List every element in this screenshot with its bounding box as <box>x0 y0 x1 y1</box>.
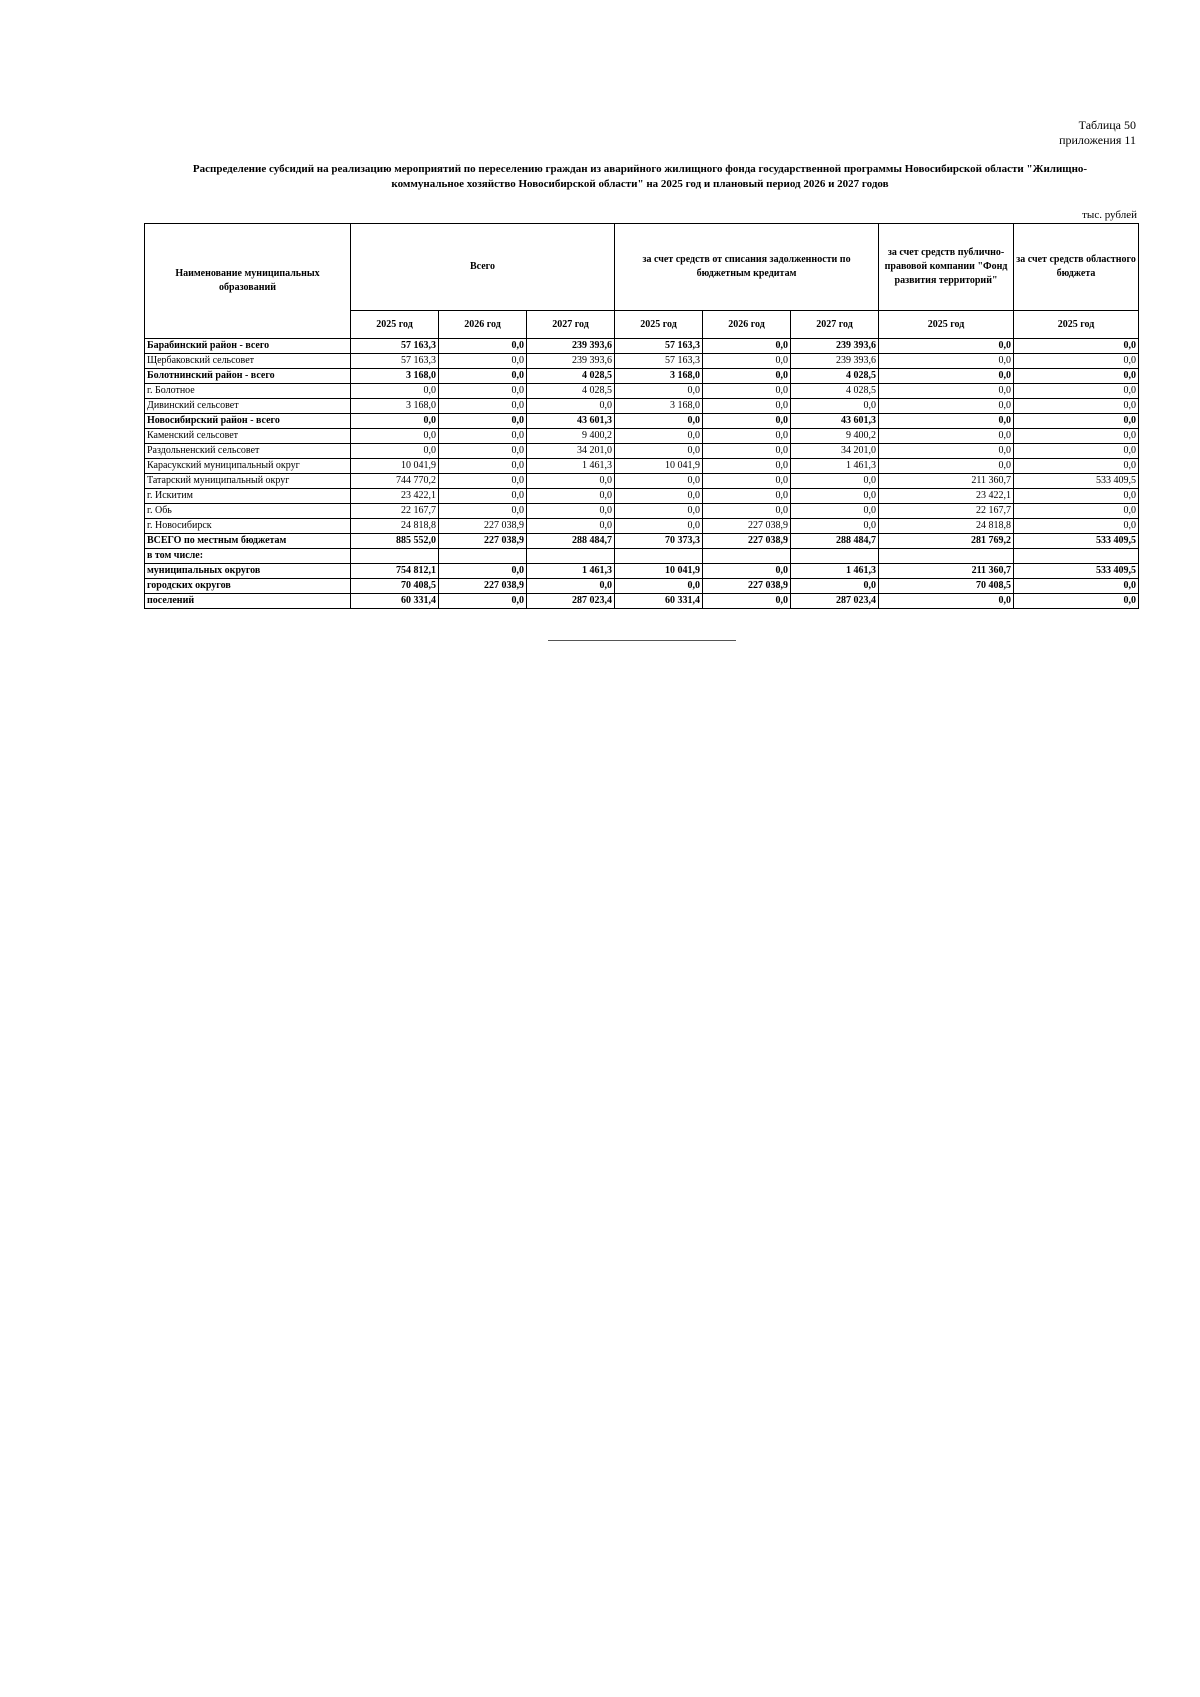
row-name-cell: Болотнинский район - всего <box>145 369 351 384</box>
value-cell: 287 023,4 <box>527 594 615 609</box>
value-cell: 0,0 <box>703 399 791 414</box>
value-cell: 885 552,0 <box>351 534 439 549</box>
header-year: 2026 год <box>703 311 791 339</box>
value-cell: 0,0 <box>1014 354 1139 369</box>
units-label: тыс. рублей <box>1082 209 1137 221</box>
value-cell: 239 393,6 <box>791 339 879 354</box>
value-cell: 57 163,3 <box>351 339 439 354</box>
value-cell: 1 461,3 <box>791 459 879 474</box>
value-cell: 0,0 <box>703 474 791 489</box>
table-row <box>145 429 1139 444</box>
value-cell: 4 028,5 <box>527 384 615 399</box>
end-divider <box>548 640 736 641</box>
value-cell: 70 408,5 <box>879 579 1014 594</box>
value-cell: 0,0 <box>1014 594 1139 609</box>
value-cell: 0,0 <box>527 519 615 534</box>
value-cell: 4 028,5 <box>791 384 879 399</box>
value-cell: 281 769,2 <box>879 534 1014 549</box>
value-cell: 22 167,7 <box>351 504 439 519</box>
value-cell: 0,0 <box>1014 579 1139 594</box>
value-cell <box>1014 549 1139 564</box>
row-name-cell: г. Обь <box>145 504 351 519</box>
value-cell: 0,0 <box>615 504 703 519</box>
value-cell: 0,0 <box>879 414 1014 429</box>
row-name-cell: Новосибирский район - всего <box>145 414 351 429</box>
value-cell: 57 163,3 <box>615 354 703 369</box>
title-line-1: Распределение субсидий на реализацию мероприятий по переселению граждан из аварийного жилищного фонда государственной программы Новосибирской области "Жилищно- <box>192 163 1088 175</box>
value-cell: 0,0 <box>1014 489 1139 504</box>
value-cell <box>527 549 615 564</box>
value-cell: 0,0 <box>879 339 1014 354</box>
value-cell: 0,0 <box>703 504 791 519</box>
value-cell: 9 400,2 <box>527 429 615 444</box>
table-row <box>145 384 1139 399</box>
value-cell: 0,0 <box>703 459 791 474</box>
table-row <box>145 504 1139 519</box>
value-cell: 0,0 <box>439 414 527 429</box>
table-row <box>145 444 1139 459</box>
value-cell: 3 168,0 <box>351 399 439 414</box>
value-cell: 0,0 <box>439 594 527 609</box>
value-cell: 0,0 <box>703 339 791 354</box>
value-cell: 0,0 <box>1014 504 1139 519</box>
value-cell: 0,0 <box>439 399 527 414</box>
value-cell: 0,0 <box>879 444 1014 459</box>
value-cell: 0,0 <box>439 564 527 579</box>
value-cell: 533 409,5 <box>1014 534 1139 549</box>
table-row <box>145 579 1139 594</box>
table-body <box>145 339 1139 609</box>
header-debt-group: за счет средств от списания задолженности по бюджетным кредитам <box>615 224 879 311</box>
value-cell: 227 038,9 <box>439 579 527 594</box>
value-cell: 3 168,0 <box>351 369 439 384</box>
value-cell: 0,0 <box>791 504 879 519</box>
row-name-cell: г. Болотное <box>145 384 351 399</box>
value-cell <box>703 549 791 564</box>
value-cell: 0,0 <box>439 369 527 384</box>
value-cell: 0,0 <box>1014 399 1139 414</box>
value-cell: 0,0 <box>879 429 1014 444</box>
value-cell: 533 409,5 <box>1014 564 1139 579</box>
row-name-cell: муниципальных округов <box>145 564 351 579</box>
header-name-column: Наименование муниципальных образований <box>145 224 351 339</box>
value-cell: 0,0 <box>791 579 879 594</box>
value-cell: 43 601,3 <box>527 414 615 429</box>
value-cell: 0,0 <box>879 354 1014 369</box>
value-cell: 3 168,0 <box>615 399 703 414</box>
value-cell: 0,0 <box>439 354 527 369</box>
header-year: 2027 год <box>791 311 879 339</box>
value-cell: 0,0 <box>615 429 703 444</box>
table-row <box>145 564 1139 579</box>
value-cell: 24 818,8 <box>879 519 1014 534</box>
value-cell: 0,0 <box>351 384 439 399</box>
table-row <box>145 489 1139 504</box>
value-cell: 239 393,6 <box>527 354 615 369</box>
row-name-cell: в том числе: <box>145 549 351 564</box>
value-cell: 0,0 <box>703 489 791 504</box>
value-cell: 0,0 <box>351 444 439 459</box>
value-cell: 22 167,7 <box>879 504 1014 519</box>
value-cell: 0,0 <box>439 444 527 459</box>
value-cell: 10 041,9 <box>615 564 703 579</box>
row-name-cell: ВСЕГО по местным бюджетам <box>145 534 351 549</box>
value-cell: 0,0 <box>615 519 703 534</box>
value-cell: 0,0 <box>703 414 791 429</box>
table-row <box>145 459 1139 474</box>
value-cell: 0,0 <box>439 339 527 354</box>
value-cell: 0,0 <box>615 444 703 459</box>
row-name-cell: г. Новосибирск <box>145 519 351 534</box>
row-name-cell: Карасукский муниципальный округ <box>145 459 351 474</box>
value-cell: 0,0 <box>439 459 527 474</box>
row-name-cell: Барабинский район - всего <box>145 339 351 354</box>
table-caption <box>1059 118 1136 148</box>
value-cell: 754 812,1 <box>351 564 439 579</box>
value-cell: 24 818,8 <box>351 519 439 534</box>
value-cell: 0,0 <box>527 504 615 519</box>
value-cell: 70 373,3 <box>615 534 703 549</box>
header-year: 2027 год <box>527 311 615 339</box>
table-row <box>145 339 1139 354</box>
value-cell: 0,0 <box>879 459 1014 474</box>
value-cell: 0,0 <box>703 369 791 384</box>
value-cell: 0,0 <box>703 564 791 579</box>
appendix-reference: приложения 11 <box>1059 133 1136 147</box>
value-cell: 0,0 <box>351 429 439 444</box>
value-cell: 744 770,2 <box>351 474 439 489</box>
table-row <box>145 399 1139 414</box>
value-cell: 0,0 <box>439 489 527 504</box>
value-cell: 227 038,9 <box>703 519 791 534</box>
value-cell: 34 201,0 <box>791 444 879 459</box>
value-cell: 227 038,9 <box>439 519 527 534</box>
value-cell: 0,0 <box>703 429 791 444</box>
value-cell: 0,0 <box>615 579 703 594</box>
value-cell: 60 331,4 <box>615 594 703 609</box>
value-cell: 0,0 <box>1014 429 1139 444</box>
value-cell: 0,0 <box>703 354 791 369</box>
value-cell: 23 422,1 <box>351 489 439 504</box>
value-cell: 23 422,1 <box>879 489 1014 504</box>
value-cell: 1 461,3 <box>791 564 879 579</box>
value-cell: 0,0 <box>615 474 703 489</box>
table-row <box>145 534 1139 549</box>
value-cell: 43 601,3 <box>791 414 879 429</box>
header-year: 2025 год <box>879 311 1014 339</box>
table-row <box>145 414 1139 429</box>
header-regional-group: за счет средств областного бюджета <box>1014 224 1139 311</box>
value-cell: 211 360,7 <box>879 474 1014 489</box>
header-year: 2026 год <box>439 311 527 339</box>
value-cell: 0,0 <box>527 489 615 504</box>
value-cell: 227 038,9 <box>703 579 791 594</box>
value-cell: 0,0 <box>791 519 879 534</box>
value-cell: 0,0 <box>703 384 791 399</box>
value-cell: 287 023,4 <box>791 594 879 609</box>
value-cell: 239 393,6 <box>527 339 615 354</box>
row-name-cell: Каменский сельсовет <box>145 429 351 444</box>
header-year: 2025 год <box>1014 311 1139 339</box>
table-row <box>145 519 1139 534</box>
row-name-cell: Щербаковский сельсовет <box>145 354 351 369</box>
value-cell: 0,0 <box>879 594 1014 609</box>
value-cell: 0,0 <box>791 489 879 504</box>
value-cell: 0,0 <box>879 399 1014 414</box>
value-cell: 0,0 <box>1014 444 1139 459</box>
table-number: Таблица 50 <box>1078 118 1136 132</box>
value-cell: 0,0 <box>1014 339 1139 354</box>
value-cell: 211 360,7 <box>879 564 1014 579</box>
document-title <box>145 162 1135 192</box>
value-cell: 0,0 <box>351 414 439 429</box>
subsidy-table <box>144 223 1139 609</box>
header-row-groups <box>145 224 1139 311</box>
value-cell: 70 408,5 <box>351 579 439 594</box>
title-line-2: коммунальное хозяйство Новосибирской области" на 2025 год и плановый период 2026 и 2027 годов <box>391 178 889 190</box>
table-row <box>145 354 1139 369</box>
value-cell: 0,0 <box>1014 384 1139 399</box>
value-cell <box>879 549 1014 564</box>
row-name-cell: городских округов <box>145 579 351 594</box>
value-cell: 0,0 <box>791 474 879 489</box>
table-row <box>145 474 1139 489</box>
header-year: 2025 год <box>351 311 439 339</box>
value-cell: 0,0 <box>615 489 703 504</box>
value-cell: 0,0 <box>703 444 791 459</box>
row-name-cell: Дивинский сельсовет <box>145 399 351 414</box>
value-cell: 0,0 <box>439 504 527 519</box>
row-name-cell: поселений <box>145 594 351 609</box>
table-row <box>145 549 1139 564</box>
value-cell: 0,0 <box>439 384 527 399</box>
value-cell: 34 201,0 <box>527 444 615 459</box>
value-cell: 10 041,9 <box>351 459 439 474</box>
value-cell <box>615 549 703 564</box>
value-cell: 288 484,7 <box>527 534 615 549</box>
value-cell: 57 163,3 <box>615 339 703 354</box>
value-cell: 0,0 <box>1014 369 1139 384</box>
value-cell: 1 461,3 <box>527 564 615 579</box>
value-cell: 0,0 <box>527 474 615 489</box>
value-cell: 10 041,9 <box>615 459 703 474</box>
row-name-cell: г. Искитим <box>145 489 351 504</box>
value-cell: 533 409,5 <box>1014 474 1139 489</box>
value-cell: 227 038,9 <box>439 534 527 549</box>
table-row <box>145 594 1139 609</box>
value-cell: 0,0 <box>1014 414 1139 429</box>
value-cell <box>791 549 879 564</box>
value-cell: 0,0 <box>1014 459 1139 474</box>
value-cell: 1 461,3 <box>527 459 615 474</box>
value-cell: 288 484,7 <box>791 534 879 549</box>
header-year: 2025 год <box>615 311 703 339</box>
value-cell: 0,0 <box>527 579 615 594</box>
value-cell: 0,0 <box>879 369 1014 384</box>
header-fund-group: за счет средств публично-правовой компании "Фонд развития территорий" <box>879 224 1014 311</box>
value-cell: 0,0 <box>1014 519 1139 534</box>
value-cell: 3 168,0 <box>615 369 703 384</box>
value-cell <box>351 549 439 564</box>
value-cell: 0,0 <box>703 594 791 609</box>
value-cell: 0,0 <box>439 474 527 489</box>
value-cell: 0,0 <box>791 399 879 414</box>
value-cell <box>439 549 527 564</box>
value-cell: 0,0 <box>527 399 615 414</box>
value-cell: 57 163,3 <box>351 354 439 369</box>
value-cell: 4 028,5 <box>791 369 879 384</box>
value-cell: 0,0 <box>615 414 703 429</box>
header-total-group: Всего <box>351 224 615 311</box>
row-name-cell: Раздольненский сельсовет <box>145 444 351 459</box>
value-cell: 4 028,5 <box>527 369 615 384</box>
value-cell: 0,0 <box>879 384 1014 399</box>
value-cell: 60 331,4 <box>351 594 439 609</box>
value-cell: 9 400,2 <box>791 429 879 444</box>
table-row <box>145 369 1139 384</box>
value-cell: 0,0 <box>615 384 703 399</box>
value-cell: 239 393,6 <box>791 354 879 369</box>
row-name-cell: Татарский муниципальный округ <box>145 474 351 489</box>
value-cell: 227 038,9 <box>703 534 791 549</box>
value-cell: 0,0 <box>439 429 527 444</box>
